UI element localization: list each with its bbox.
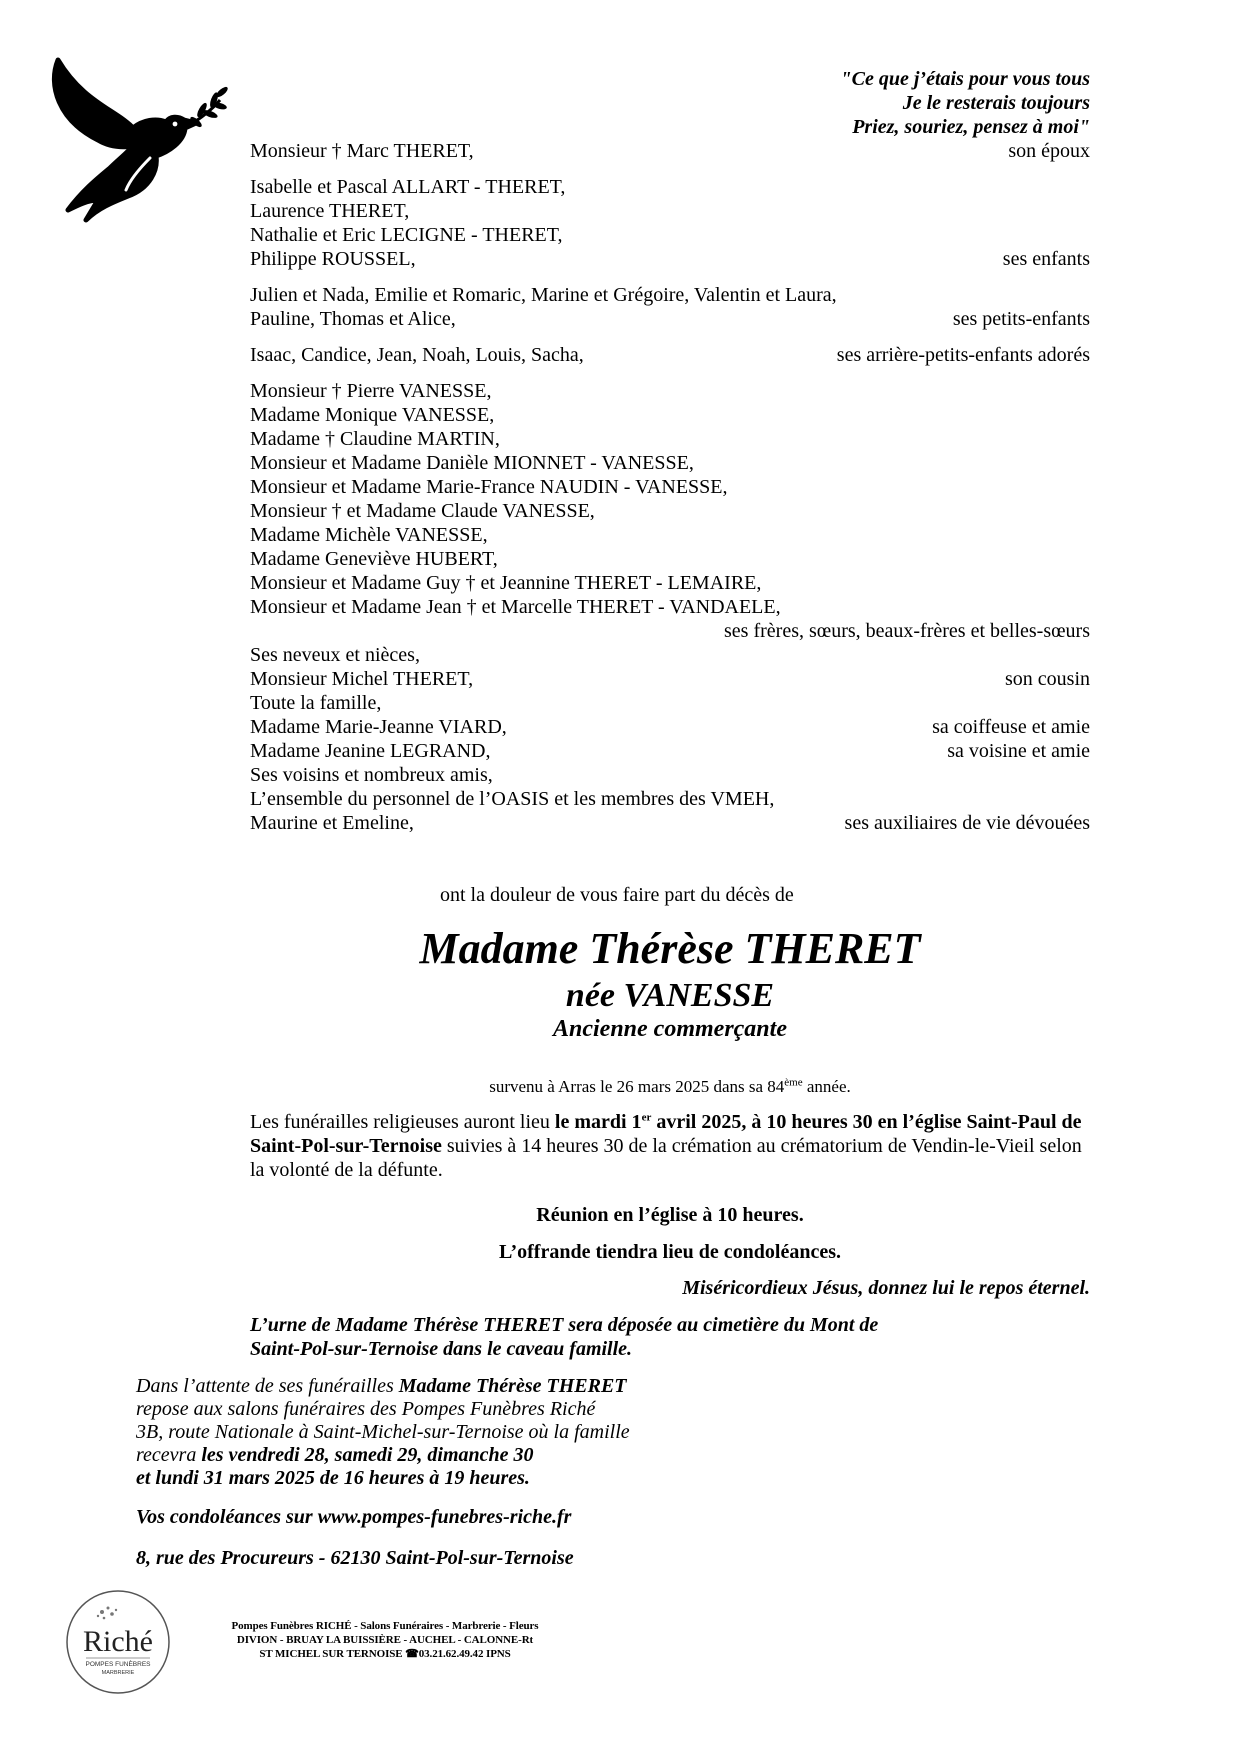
quote-line: Je le resterais toujours (902, 92, 1090, 114)
footer-line: Pompes Funèbres RICHÉ - Salons Funéraires - Marbrerie - Fleurs (231, 1620, 539, 1632)
family-relation: ses auxiliaires de vie dévouées (844, 812, 1090, 834)
family-names: Monsieur et Madame Jean † et Marcelle THERET - VANDAELE, (250, 596, 781, 618)
family-relation: ses enfants (1002, 248, 1090, 270)
condolences-link[interactable]: Vos condoléances sur www.pompes-funebres-riche.fr (136, 1506, 572, 1528)
funeral-date-sup: er (641, 1111, 652, 1124)
logo-subtitle: POMPES FUNÈBRES (85, 1661, 151, 1668)
family-row (250, 343, 1090, 367)
family-row (250, 691, 1090, 715)
family-row (250, 379, 1090, 403)
family-names: Monsieur † et Madame Claude VANESSE, (250, 500, 595, 522)
family-names: Philippe ROUSSEL, (250, 248, 416, 270)
family-row (250, 595, 1090, 619)
maiden-name: née VANESSE (565, 977, 775, 1014)
announcement-line: ont la douleur de vous faire part du décès de (440, 884, 794, 906)
family-relation: ses petits-enfants (952, 308, 1090, 330)
family-names: Monsieur Michel THERET, (250, 668, 474, 690)
epitaph-quote (530, 67, 1090, 139)
family-names: Isaac, Candice, Jean, Noah, Louis, Sacha, (250, 344, 584, 366)
logo-brand: Riché (83, 1625, 153, 1658)
family-names: Ses voisins et nombreux amis, (250, 764, 493, 786)
family-names: Isabelle et Pascal ALLART - THERET, (250, 176, 566, 198)
funeral-paragraph (250, 1110, 1090, 1182)
family-names: Monsieur et Madame Guy † et Jeannine THERET - LEMAIRE, (250, 572, 762, 594)
death-details (250, 1075, 1090, 1099)
occupation: Ancienne commerçante (553, 1016, 787, 1042)
family-names: Nathalie et Eric LECIGNE - THERET, (250, 224, 563, 246)
family-names: Laurence THERET, (250, 200, 410, 222)
funeral-text: Les funérailles religieuses auront lieu (250, 1111, 555, 1133)
visitation-paragraph (136, 1375, 1036, 1490)
family-row (250, 451, 1090, 475)
family-row (250, 247, 1090, 271)
riche-logo (64, 1588, 172, 1696)
family-names: Monsieur et Madame Danièle MIONNET - VANESSE, (250, 452, 694, 474)
urn-note (250, 1313, 1090, 1361)
family-row (250, 787, 1090, 811)
logo-circle-icon (64, 1588, 172, 1696)
family-row (250, 475, 1090, 499)
deceased-name: Madame Thérèse THERET (419, 924, 921, 973)
family-names: Toute la famille, (250, 692, 382, 714)
family-relation: sa coiffeuse et amie (932, 716, 1090, 738)
prayer-line: Miséricordieux Jésus, donnez lui le repos éternel. (682, 1277, 1090, 1299)
quote-line: Priez, souriez, pensez à moi" (852, 116, 1090, 138)
footer-info (190, 1619, 580, 1661)
family-names: Monsieur † Marc THERET, (250, 140, 474, 162)
meeting-note: Réunion en l’église à 10 heures. (536, 1204, 804, 1226)
offering-note: L’offrande tiendra lieu de condoléances. (498, 1241, 842, 1263)
family-names: Madame Michèle VANESSE, (250, 524, 488, 546)
footer-line: ST MICHEL SUR TERNOISE ☎03.21.62.49.42 IPNS (259, 1648, 511, 1660)
family-names: Monsieur † Pierre VANESSE, (250, 380, 492, 402)
family-names: Ses neveux et nièces, (250, 644, 420, 666)
funeral-home-address: 8, rue des Procureurs - 62130 Saint-Pol-sur-Ternoise (136, 1547, 574, 1569)
death-text-end: année. (802, 1077, 851, 1096)
visitation-line (136, 1375, 1036, 1398)
visitation-name: Madame Thérèse THERET (398, 1375, 627, 1397)
funeral-place: avril 2025, à 10 heures 30 en l’église Saint-Paul de Saint-Pol-sur-Ternoise (250, 1111, 1082, 1157)
family-names: Madame † Claudine MARTIN, (250, 428, 500, 450)
family-row (250, 523, 1090, 547)
family-relation: son époux (1008, 140, 1090, 162)
family-row (250, 811, 1090, 835)
family-names: Madame Geneviève HUBERT, (250, 548, 498, 570)
death-superscript: ème (784, 1076, 803, 1089)
dove-icon (38, 50, 228, 230)
visitation-line (136, 1444, 1036, 1467)
family-row (250, 571, 1090, 595)
family-names: Maurine et Emeline, (250, 812, 414, 834)
family-relation: ses frères, sœurs, beaux-frères et belles-sœurs (724, 620, 1090, 642)
visitation-text: recevra (136, 1444, 202, 1466)
urn-line: L’urne de Madame Thérèse THERET sera déposée au cimetière du Mont de (250, 1314, 879, 1336)
family-row (250, 139, 1090, 163)
family-relation: sa voisine et amie (947, 740, 1090, 762)
family-names: Julien et Nada, Emilie et Romaric, Marine et Grégoire, Valentin et Laura, (250, 284, 837, 306)
family-row (250, 739, 1090, 763)
family-row (250, 667, 1090, 691)
family-row (250, 283, 1090, 307)
visitation-line: et lundi 31 mars 2025 de 16 heures à 19 heures. (136, 1467, 530, 1489)
family-names: Madame Marie-Jeanne VIARD, (250, 716, 507, 738)
funeral-date: le mardi 1 (554, 1111, 642, 1133)
visitation-dates: les vendredi 28, samedi 29, dimanche 30 (201, 1444, 534, 1466)
family-row (250, 199, 1090, 223)
family-row (250, 175, 1090, 199)
family-row (250, 763, 1090, 787)
death-text: survenu à Arras le 26 mars 2025 dans sa 84 (489, 1077, 785, 1096)
family-relation: son cousin (1005, 668, 1090, 690)
family-row (250, 499, 1090, 523)
funeral-text-end: suivies à 14 heures 30 de la crémation au crématorium de Vendin-le-Vieil selon la volonté de la défunte. (250, 1135, 1082, 1181)
family-names: L’ensemble du personnel de l’OASIS et les membres des VMEH, (250, 788, 775, 810)
family-row (250, 715, 1090, 739)
family-names: Madame Jeanine LEGRAND, (250, 740, 491, 762)
family-row (250, 547, 1090, 571)
logo-subtitle-2: MARBRERIE (101, 1670, 135, 1676)
family-row (250, 403, 1090, 427)
urn-line: Saint-Pol-sur-Ternoise dans le caveau famille. (250, 1338, 633, 1360)
footer-line: DIVION - BRUAY LA BUISSIÈRE - AUCHEL - CALONNE-Rt (236, 1634, 534, 1646)
family-names: Madame Monique VANESSE, (250, 404, 495, 426)
quote-line: "Ce que j’étais pour vous tous (840, 68, 1090, 90)
family-row (250, 427, 1090, 451)
visitation-line: 3B, route Nationale à Saint-Michel-sur-Ternoise où la famille (136, 1421, 630, 1443)
family-row (250, 223, 1090, 247)
visitation-line: repose aux salons funéraires des Pompes Funèbres Riché (136, 1398, 596, 1420)
visitation-text: Dans l’attente de ses funérailles (136, 1375, 399, 1397)
family-names: Monsieur et Madame Marie-France NAUDIN - VANESSE, (250, 476, 728, 498)
family-relation: ses arrière-petits-enfants adorés (836, 344, 1090, 366)
family-names: Pauline, Thomas et Alice, (250, 308, 456, 330)
family-row (250, 307, 1090, 331)
family-row (250, 643, 1090, 667)
family-list (250, 139, 1090, 835)
